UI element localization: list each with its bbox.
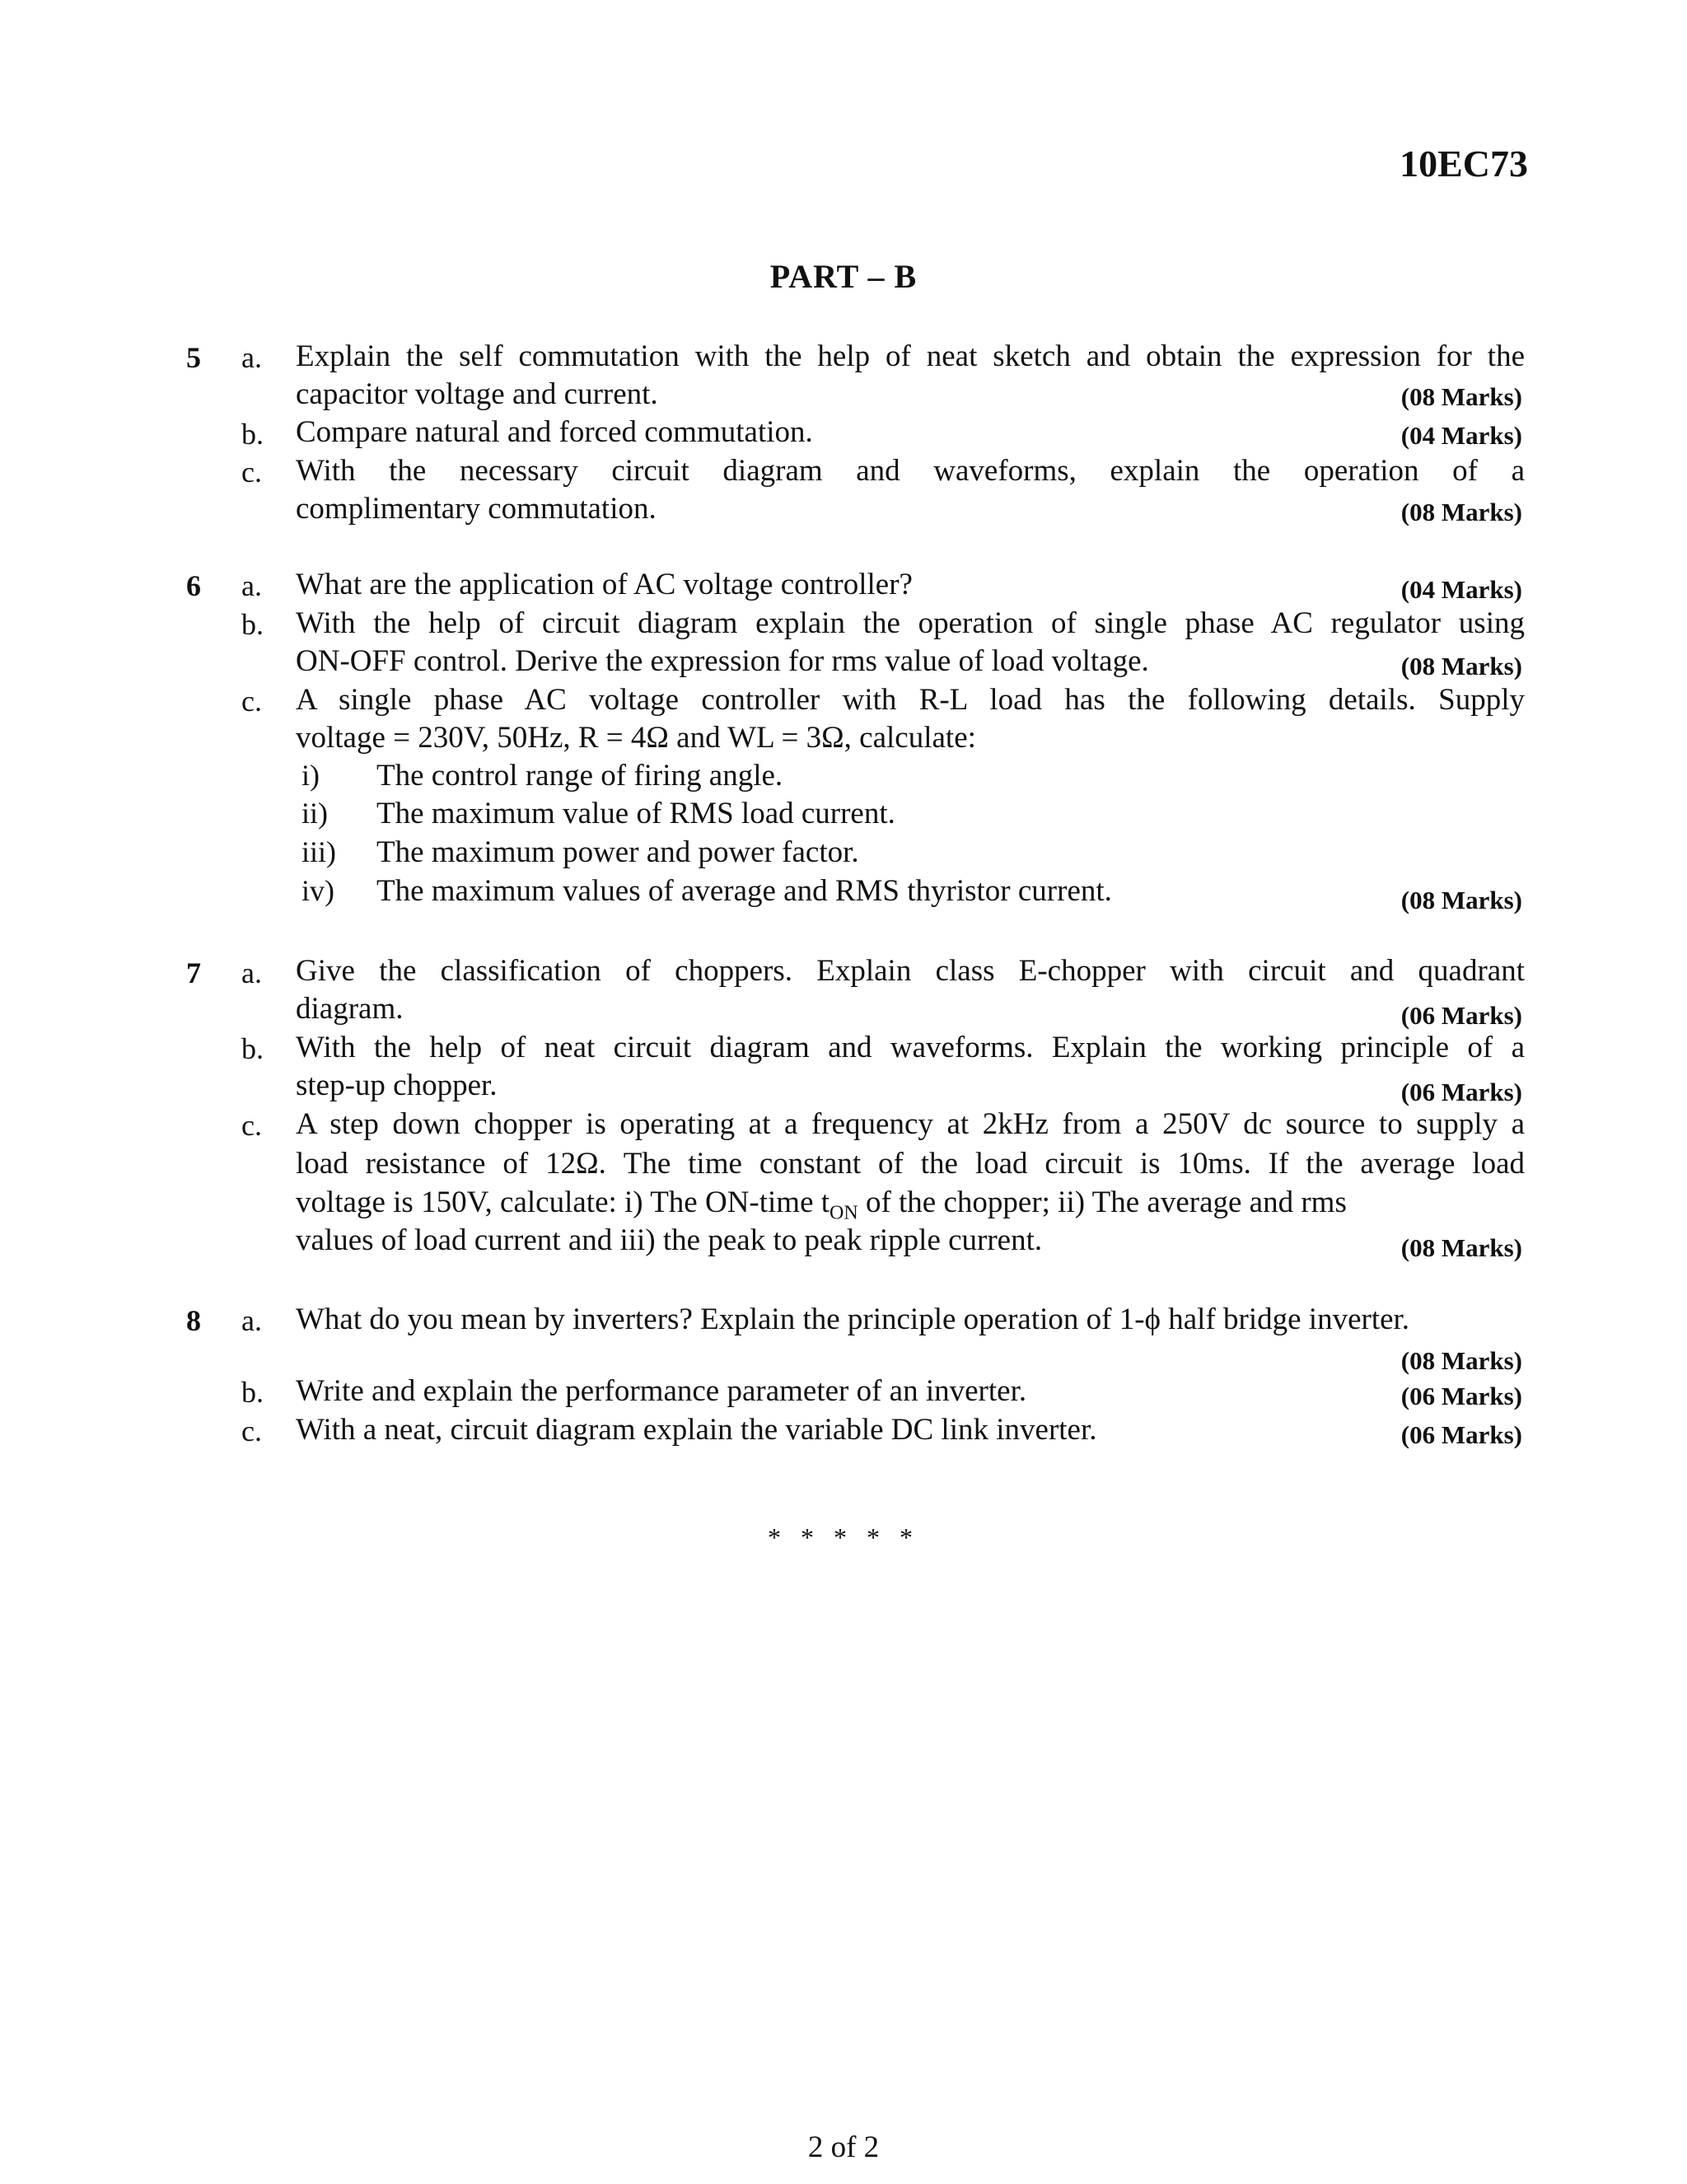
- marks-label: (04 Marks): [1400, 575, 1522, 604]
- marks-label: (08 Marks): [1400, 886, 1522, 914]
- question-text: values of load current and iii) the peak to peak ripple current.: [296, 1223, 1043, 1257]
- question-text: [296, 1185, 1525, 1224]
- question-text: With the help of circuit diagram explain the operation of single phase AC regulator using: [296, 606, 1525, 640]
- end-marker: * * * * *: [768, 1522, 919, 1552]
- sub-label: b.: [241, 1032, 264, 1065]
- question-number: 7: [186, 956, 201, 989]
- item-text: The maximum values of average and RMS thyristor current.: [376, 874, 1112, 908]
- page-number: 2 of 2: [807, 2130, 880, 2164]
- question-text: What are the application of AC voltage controller?: [296, 568, 913, 601]
- sub-label: b.: [241, 608, 264, 641]
- item-text: The maximum power and power factor.: [376, 835, 859, 869]
- item-number: i): [301, 759, 320, 792]
- marks-label: (06 Marks): [1400, 1420, 1522, 1449]
- question-text: complimentary commutation.: [296, 492, 657, 526]
- question-text: Compare natural and forced commutation.: [296, 415, 813, 449]
- question-text: What do you mean by inverters? Explain the principle operation of 1-ϕ half bridge inverter.: [296, 1302, 1410, 1336]
- question-text: A single phase AC voltage controller with R-L load has the following details. Supply: [296, 683, 1525, 717]
- marks-label: (06 Marks): [1400, 1078, 1522, 1106]
- sub-label: a.: [241, 956, 262, 989]
- item-text: The maximum value of RMS load current.: [376, 797, 895, 830]
- sub-label: c.: [241, 456, 262, 489]
- sub-label: c.: [241, 1109, 262, 1142]
- item-number: iv): [301, 874, 334, 907]
- item-number: ii): [301, 797, 328, 830]
- question-text: A step down chopper is operating at a frequency at 2kHz from a 250V dc source to supply a: [296, 1107, 1525, 1141]
- question-text: step-up chopper.: [296, 1069, 498, 1102]
- sub-label: b.: [241, 1376, 264, 1409]
- text-fragment: [296, 1185, 1347, 1224]
- question-text: voltage = 230V, 50Hz, R = 4Ω and WL = 3Ω, calculate:: [296, 721, 976, 755]
- question-text: diagram.: [296, 992, 404, 1026]
- sub-label: c.: [241, 685, 262, 718]
- question-text: Write and explain the performance parameter of an inverter.: [296, 1374, 1027, 1408]
- question-text: ON-OFF control. Derive the expression for rms value of load voltage.: [296, 644, 1149, 678]
- sub-label: b.: [241, 418, 264, 451]
- item-text: The control range of firing angle.: [376, 759, 783, 793]
- text-fragment: voltage is 150V, calculate: i) The ON-time t: [296, 1186, 830, 1219]
- part-heading: PART – B: [769, 258, 918, 295]
- marks-label: (04 Marks): [1400, 421, 1522, 450]
- marks-label: (08 Marks): [1400, 498, 1522, 526]
- item-number: iii): [301, 835, 336, 868]
- sub-label: a.: [241, 569, 262, 602]
- question-text: capacitor voltage and current.: [296, 377, 658, 411]
- question-number: 8: [186, 1304, 201, 1337]
- subject-code: 10EC73: [1400, 143, 1528, 185]
- marks-label: (08 Marks): [1400, 1233, 1522, 1262]
- subscript: ON: [829, 1202, 858, 1224]
- question-text: Give the classification of choppers. Explain class E-chopper with circuit and quadrant: [296, 954, 1525, 988]
- text-fragment: of the chopper; ii) The average and rms: [858, 1186, 1347, 1219]
- sub-label: c.: [241, 1415, 262, 1447]
- question-text: Explain the self commutation with the help of neat sketch and obtain the expression for the: [296, 339, 1525, 373]
- question-text: With the help of neat circuit diagram and waveforms. Explain the working principle of a: [296, 1031, 1525, 1064]
- question-number: 5: [186, 341, 201, 374]
- marks-label: (06 Marks): [1400, 1001, 1522, 1030]
- question-text: load resistance of 12Ω. The time constant of the load circuit is 10ms. If the average load: [296, 1147, 1525, 1181]
- marks-label: (08 Marks): [1400, 652, 1522, 680]
- marks-label: (06 Marks): [1400, 1382, 1522, 1410]
- question-text: With the necessary circuit diagram and waveforms, explain the operation of a: [296, 454, 1525, 488]
- question-number: 6: [186, 569, 201, 602]
- marks-label: (08 Marks): [1400, 1346, 1522, 1375]
- sub-label: a.: [241, 1304, 262, 1337]
- sub-label: a.: [241, 341, 262, 374]
- question-text: With a neat, circuit diagram explain the variable DC link inverter.: [296, 1413, 1097, 1447]
- marks-label: (08 Marks): [1400, 382, 1522, 411]
